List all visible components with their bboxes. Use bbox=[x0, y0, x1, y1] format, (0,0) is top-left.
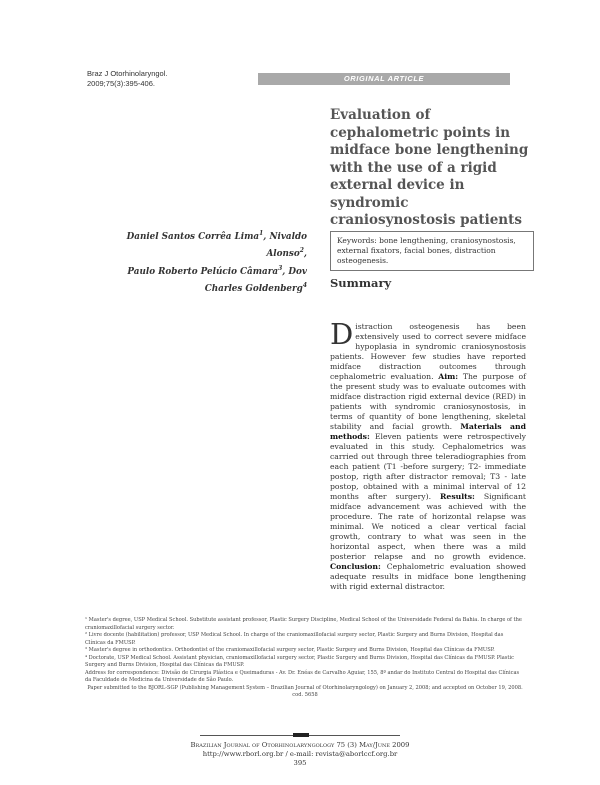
footnote-3: ³ Master's degree in orthodontics. Orthodontist of the craniomaxillofacial surgery sector, Plastic Surgery and Burns Division, Hospital das Clínicas da FMUSP. bbox=[85, 647, 495, 653]
author-affiliation-mark: 2 bbox=[299, 247, 304, 255]
author-separator: , bbox=[282, 266, 289, 277]
page-footer bbox=[150, 741, 450, 768]
correspondence-address: Address for correspondence: Divisão de Cirurgia Plástica e Queimaduras - Av. Dr. Enéas de Carvalho Aguiar, 155, 8º andar do Instituto Central do Hospital das Clínicas da Faculdade de Medicina da Universidade de São Paulo. bbox=[85, 669, 520, 683]
abstract-intro: istraction osteogenesis has been extensively used to correct severe midface hypoplasia in syndromic craniosynostosis patients. However few studies have reported midface distraction outcomes through cephalometric evaluation. bbox=[330, 322, 526, 381]
author-name: Nivaldo Alonso bbox=[266, 231, 307, 260]
aim-label: Aim: bbox=[438, 372, 459, 381]
author-affiliation-mark: 4 bbox=[302, 282, 307, 290]
abstract-conclusion: Cephalometric evaluation showed adequate results in midface bone lengthening with rigid external distractor. bbox=[330, 562, 526, 591]
page-number: 395 bbox=[293, 759, 307, 767]
drop-cap: D bbox=[330, 317, 354, 351]
author-name: Paulo Roberto Pelúcio Câmara bbox=[127, 266, 279, 277]
author-name: Daniel Santos Corrêa Lima bbox=[126, 231, 260, 242]
methods-label: Materials and methods: bbox=[330, 422, 526, 441]
abstract-aim: The purpose of the present study was to evaluate outcomes with midface distraction rigid external device (RED) in patients with syndromic craniosynostosis, in terms of quantity of bone lengthening, skeletal stability and facial growth. bbox=[330, 372, 526, 431]
footnotes bbox=[85, 617, 525, 700]
citation-line-1: Braz J Otorhinolaryngol. bbox=[87, 69, 168, 78]
abstract-methods: Eleven patients were retrospectively evaluated in this study. Cephalometrics was carried out through three teleradiographies from each patient (T1 -before surgery; T2- immediate postop, rigth after distractor removal; T3 - late postop, obtained with a minimal interval of 12 months after surgery). bbox=[330, 432, 526, 501]
results-label: Results: bbox=[440, 492, 475, 501]
author-separator: , bbox=[303, 249, 307, 260]
footnote-1: ¹ Master's degree, USP Medical School. Substitute assistant professor, Plastic Surgery Discipline, Medical School of the Universidade Federal da Bahia. In charge of the craniomaxillofacial surgery sector. bbox=[85, 617, 522, 631]
footer-divider-mark bbox=[293, 733, 309, 737]
keywords-box: Keywords: bone lengthening, craniosynostosis, external fixators, facial bones, distraction osteogenesis. bbox=[330, 231, 534, 271]
footnote-4: ⁴ Doctorate, USP Medical School. Assistant physician, craniomaxillofacial surgery sector, Plastic Surgery and Burns Division, Hospital das Clínicas da FMUSP. Plastic Surgery and Burns Division, Hospital das Clínicas da FMUSP. bbox=[85, 654, 514, 668]
abstract-results: Significant midface advancement was achieved with the procedure. The rate of horizontal relapse was minimal. We noticed a clear vertical facial growth, contrary to what was seen in the horizontal aspect, when there was a mild posterior relapse and no growth evidence. bbox=[330, 492, 526, 561]
abstract-text bbox=[330, 317, 526, 592]
article-title: Evaluation of cephalometric points in midface bone lengthening with the use of a rigid external device in syndromic craniosynostosis patients bbox=[330, 107, 529, 228]
journal-citation bbox=[87, 69, 167, 89]
author-affiliation-mark: 3 bbox=[278, 264, 283, 272]
author-affiliation-mark: 1 bbox=[259, 230, 264, 237]
summary-heading: Summary bbox=[330, 276, 392, 290]
article-type-banner: ORIGINAL ARTICLE bbox=[258, 73, 510, 85]
author-name: Dov Charles Goldenberg bbox=[204, 266, 307, 295]
footnote-2: ² Livre docente (habilitation) professor, USP Medical School. In charge of the craniomaxillofacial surgery sector, Plastic Surgery and Burns Division, Hospital das Clínicas da FMUSP. bbox=[85, 632, 504, 646]
submission-note: Paper submitted to the BJORL-SGP (Publishing Management System – Brazilian Journal of Otorhinolaryngology) on January 2, 2008; and accepted on October 19, 2008. cod. 5658 bbox=[87, 684, 523, 698]
footer-journal: Brazilian Journal of Otorhinolaryngology 75 (3) May/June 2009 bbox=[190, 741, 410, 749]
author-separator: , bbox=[263, 231, 270, 242]
footer-urls: http://www.rborl.org.br / e-mail: revista@aborlccf.org.br bbox=[202, 750, 398, 758]
author-list bbox=[107, 227, 307, 297]
citation-line-2: 2009;75(3):395-406. bbox=[87, 79, 155, 88]
conclusion-label: Conclusion: bbox=[330, 562, 381, 571]
